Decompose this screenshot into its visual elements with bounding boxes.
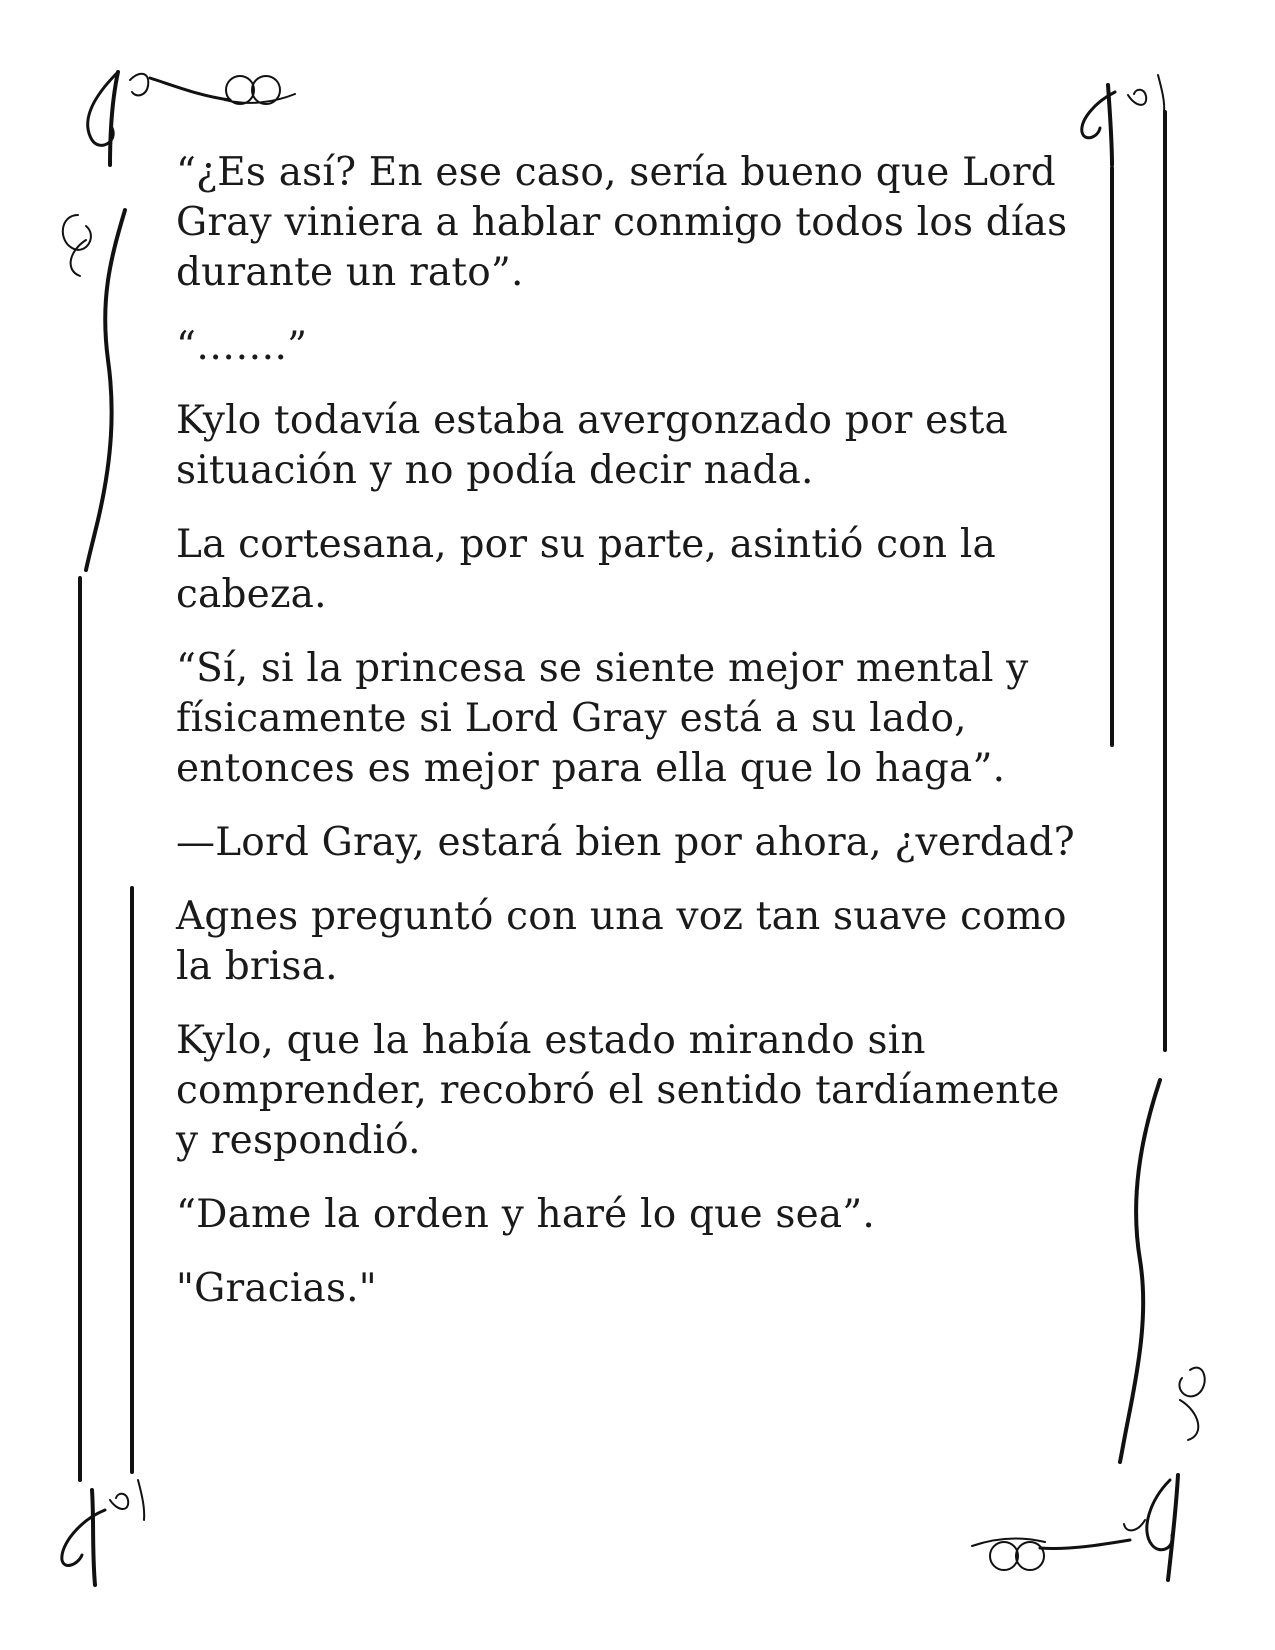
paragraph-8: Kylo, que la había estado mirando sin comprender, recobró el sentido tardíamente y respondió. [176,1018,1060,1163]
paragraph-7: Agnes preguntó con una voz tan suave como la brisa. [176,894,1067,989]
top-right-flourish [1082,75,1164,165]
paragraph-6: —Lord Gray, estará bien por ahora, ¿verdad? [176,820,1075,865]
paragraph-1: “¿Es así? En ese caso, sería bueno que Lord Gray viniera a hablar conmigo todos los días durante un rato”. [176,150,1068,295]
paragraph-5: “Sí, si la princesa se siente mejor mental y físicamente si Lord Gray está a su lado, entonces es mejor para ella que lo haga”. [176,646,1029,791]
bottom-left-flourish [62,1480,144,1585]
paragraph-10: "Gracias." [176,1266,377,1311]
paragraph-9: “Dame la orden y haré lo que sea”. [176,1192,876,1237]
text-column [176,148,1081,1338]
paragraph-4: La cortesana, por su parte, asintió con la cabeza. [176,522,996,617]
paragraph-3: Kylo todavía estaba avergonzado por esta situación y no podía decir nada. [176,398,1008,493]
paragraph-2: “…….” [176,324,308,369]
